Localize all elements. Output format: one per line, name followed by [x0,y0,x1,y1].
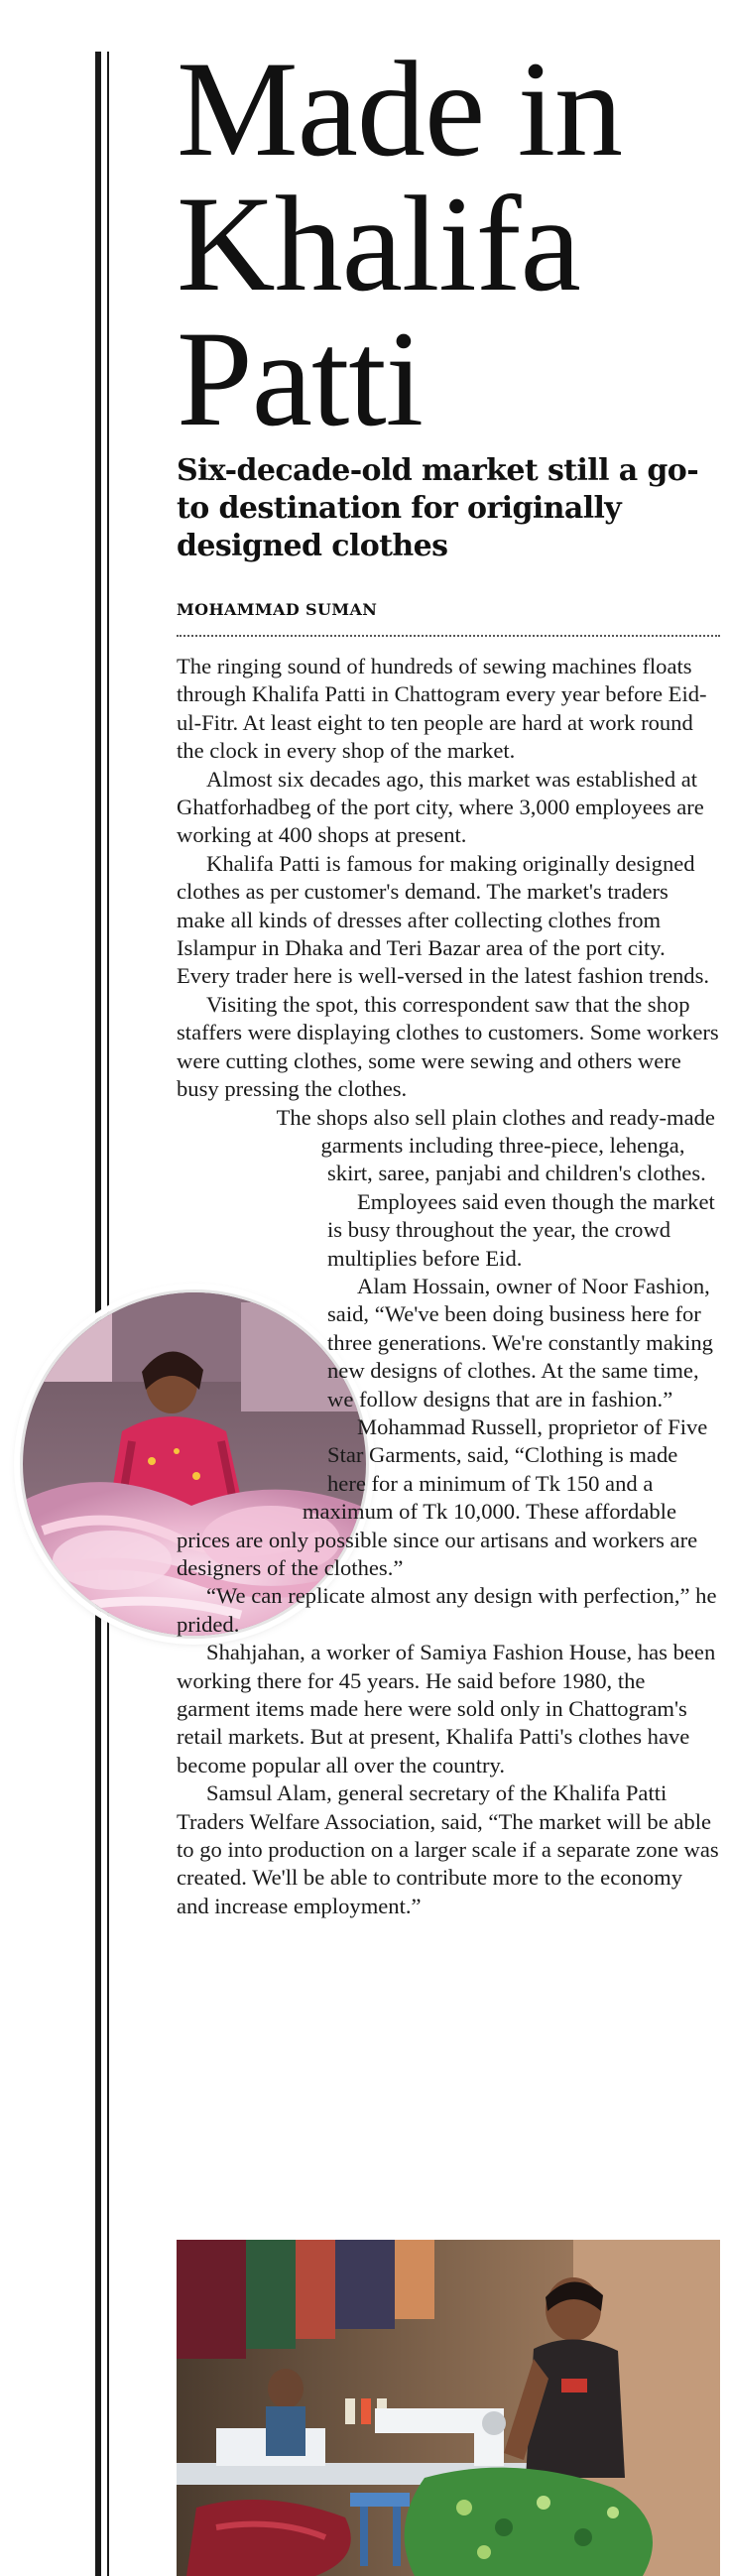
byline-divider [177,635,720,637]
headline-line-1: Made in [177,33,623,184]
headline-line-2: Khalifa [177,168,580,319]
paragraph-1: The ringing sound of hundreds of sewing machines floats through Khalifa Patti in Chattogram every year before Eid-ul-Fitr. At least eight to ten people are hard at work round the clock in every shop of the market. [177,654,707,764]
headline-line-3: Patti [177,303,424,454]
subheadline: Six-decade-old market still a go-to destination for originally designed clothes [177,453,699,563]
headline [177,33,712,454]
paragraph-10: Shahjahan, a worker of Samiya Fashion House, has been working there for 45 years. He said before 1980, the garment items made here were sold only in Chattogram's retail markets. But at present, Khalifa Patti's clothes have become popular all over the country. [177,1640,716,1778]
article-body [177,653,720,1920]
paragraph-2: Almost six decades ago, this market was established at Ghatforhadbeg of the port city, where 3,000 employees are working at 400 shops at present. [177,766,704,848]
paragraph-5: The shops also sell plain clothes and ready-made garments including three-piece, lehenga, skirt, saree, panjabi and children's clothes. [276,1104,715,1186]
paragraph-11: Samsul Alam, general secretary of the Khalifa Patti Traders Welfare Association, said, “The market will be able to go into production on a larger scale if a separate zone was created. We'll be able to contribute more to the economy and increase employment.” [177,1780,719,1918]
paragraph-3: Khalifa Patti is famous for making originally designed clothes as per customer's demand. The market's traders make all kinds of dresses after collecting clothes from Islampur in Dhaka and Teri Bazar area of the port city. Every trader here is well-versed in the latest fashion trends. [177,850,710,989]
paragraph-8: Mohammad Russell, proprietor of Five Star Garments, said, “Clothing is made here for a minimum of Tk 150 and a maximum of Tk 10,000. These affordable prices are only possible since our artisans and workers are designers of the clothes.” [177,1413,708,1580]
photo-tailors-at-sewing-machines [177,2240,720,2576]
byline: MOHAMMAD SUMAN [177,600,378,619]
paragraph-7: Alam Hossain, owner of Noor Fashion, said, “We've been doing business here for three generations. We're constantly making new designs of clothes. At the same time, we follow designs that are in fashion.” [327,1273,713,1411]
paragraph-6: Employees said even though the market is busy throughout the year, the crowd multiplies before Eid. [327,1188,715,1271]
paragraph-9: “We can replicate almost any design with perfection,” he prided. [177,1583,717,1637]
paragraph-4: Visiting the spot, this correspondent saw that the shop staffers were displaying clothes to customers. Some workers were cutting clothes, some were sewing and others were busy pressing the clothes. [177,991,719,1102]
